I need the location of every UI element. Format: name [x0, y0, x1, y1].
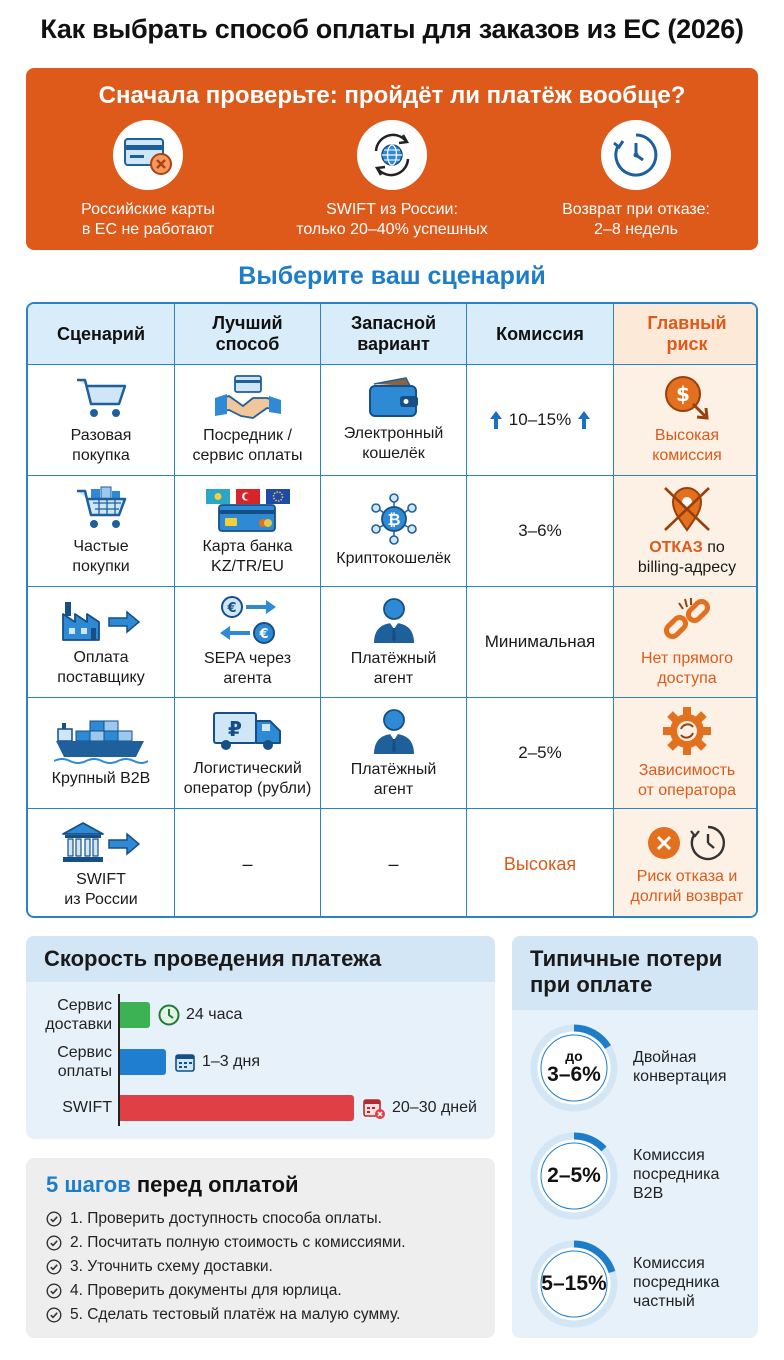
speed-bar-swift	[120, 1095, 354, 1121]
table-row-1-scenario: Разовая покупка	[28, 365, 175, 476]
table-row-5-best: –	[175, 809, 321, 918]
crypto-network-icon	[367, 493, 421, 545]
speed-label-swift: SWIFT	[62, 1099, 112, 1116]
table-row-1-fallback: Электронный кошелёк	[321, 365, 467, 476]
speed-value-payment-service: 1–3 дня	[174, 1049, 260, 1075]
warning-card-refund	[514, 120, 758, 240]
wallet-icon	[366, 376, 422, 420]
steps-heading: 5 шагов перед оплатой	[46, 1172, 299, 1197]
agent-person-icon	[370, 706, 418, 756]
check-circle-icon	[46, 1283, 62, 1299]
table-row-2-risk: ОТКАЗ по billing-адресу	[614, 476, 758, 587]
delivery-truck-ruble-icon	[210, 707, 286, 755]
euro-exchange-icon	[216, 595, 280, 645]
speed-value-swift: 20–30 дней	[362, 1095, 477, 1121]
table-row-2-commission: 3–6%	[467, 476, 614, 587]
page-title: Как выбрать способ оплаты для заказов из ЕС (2026)	[40, 14, 744, 44]
speed-bar-delivery	[120, 1002, 150, 1028]
calendar-icon	[174, 1051, 196, 1073]
table-row-1-risk: $ Высокая комиссия	[614, 365, 758, 476]
table-row-4-fallback: Платёжный агент	[321, 698, 467, 809]
cargo-ship-icon	[54, 717, 148, 765]
payment-speed-panel	[26, 936, 495, 1139]
calendar-alert-icon	[362, 1096, 386, 1120]
header-commission: Комиссия	[467, 304, 614, 365]
x-clock-icon	[642, 823, 732, 863]
list-item: 4. Проверить документы для юрлица.	[46, 1282, 342, 1300]
bank-card-flags-icon	[205, 485, 291, 533]
card-x-icon	[113, 120, 183, 190]
scenario-heading: Выберите ваш сценарий	[238, 262, 546, 290]
broken-chain-icon	[661, 595, 713, 645]
bank-arrow-icon	[59, 820, 143, 866]
loss-item-private	[528, 1238, 752, 1334]
gear-refresh-icon	[661, 705, 713, 757]
table-row-2-best: Карта банка KZ/TR/EU	[175, 476, 321, 587]
svg-text:₽: ₽	[227, 717, 242, 741]
table-row-5-scenario: SWIFT из России	[28, 809, 175, 918]
loss-value: 2–5%	[547, 1164, 601, 1187]
header-scenario: Сценарий	[28, 304, 175, 365]
table-row-2-scenario: Частые покупки	[28, 476, 175, 587]
list-item: 1. Проверить доступность способа оплаты.	[46, 1210, 382, 1228]
table-row-3-commission: Минимальная	[467, 587, 614, 698]
loss-label: Комиссия посредника B2B	[633, 1147, 720, 1202]
banner-heading: Сначала проверьте: пройдёт ли платёж вообще?	[98, 82, 686, 109]
check-circle-icon	[46, 1307, 62, 1323]
table-row-4-scenario: Крупный B2B	[28, 698, 175, 809]
speed-heading: Скорость проведения платежа	[26, 936, 495, 982]
steps-panel	[26, 1158, 495, 1338]
header-best-method: Лучший способ	[175, 304, 321, 365]
speed-value-delivery: 24 часа	[158, 1002, 242, 1028]
speed-label-payment-service: Сервис оплаты	[57, 1044, 112, 1080]
check-circle-icon	[46, 1259, 62, 1275]
scenario-table	[26, 302, 758, 918]
clock-icon	[158, 1004, 180, 1026]
header-main-risk: Главный риск	[614, 304, 758, 365]
location-x-icon	[659, 484, 715, 534]
warning-text: Возврат при отказе: 2–8 недель	[562, 201, 710, 238]
table-row-3-risk: Нет прямого доступа	[614, 587, 758, 698]
loss-value: 5–15%	[541, 1272, 607, 1295]
table-row-4-risk: Зависимость от оператора	[614, 698, 758, 809]
warning-banner	[26, 68, 758, 250]
losses-heading: Типичные потери при оплате	[512, 936, 758, 1010]
handshake-icon	[213, 374, 283, 422]
shopping-cart-full-icon	[73, 485, 129, 533]
table-row-3-scenario: Оплата поставщику	[28, 587, 175, 698]
warning-card-swift	[270, 120, 514, 240]
money-down-icon	[661, 374, 713, 422]
agent-person-icon	[370, 595, 418, 645]
table-row-1-commission: 10–15%	[467, 365, 614, 476]
warning-text: SWIFT из России: только 20–40% успешных	[296, 201, 488, 238]
factory-arrow-icon	[59, 596, 143, 644]
clock-icon	[601, 120, 671, 190]
loss-item-b2b	[528, 1130, 752, 1226]
loss-label: Комиссия посредника частный	[633, 1255, 720, 1310]
table-row-5-fallback: –	[321, 809, 467, 918]
check-circle-icon	[46, 1211, 62, 1227]
check-circle-icon	[46, 1235, 62, 1251]
arrow-up-icon	[577, 410, 591, 430]
svg-text:$: $	[676, 382, 690, 406]
table-row-4-commission: 2–5%	[467, 698, 614, 809]
loss-label: Двойная конвертация	[633, 1049, 727, 1085]
warning-text: Российские карты в ЕС не работают	[81, 201, 215, 238]
shopping-cart-icon	[73, 374, 129, 422]
list-item: 2. Посчитать полную стоимость с комиссиями.	[46, 1234, 406, 1252]
svg-text:€: €	[258, 627, 269, 642]
table-row-1-best: Посредник / сервис оплаты	[175, 365, 321, 476]
list-item: 3. Уточнить схему доставки.	[46, 1258, 273, 1276]
svg-text:₿: ₿	[386, 510, 401, 529]
table-row-3-best: € € SEPA через агента	[175, 587, 321, 698]
header-fallback: Запасной вариант	[321, 304, 467, 365]
table-row-5-risk: Риск отказа и долгий возврат	[614, 809, 758, 918]
loss-value: до 3–6%	[547, 1048, 601, 1086]
table-row-4-best: ₽ Логистический оператор (рубли)	[175, 698, 321, 809]
table-row-5-commission: Высокая	[467, 809, 614, 918]
loss-item-conversion	[528, 1022, 752, 1118]
arrow-up-icon	[489, 410, 503, 430]
table-row-2-fallback: ₿ Криптокошелёк	[321, 476, 467, 587]
speed-bar-payment-service	[120, 1049, 166, 1075]
table-row-3-fallback: Платёжный агент	[321, 587, 467, 698]
warning-card-russian-cards	[26, 120, 270, 240]
speed-label-delivery: Сервис доставки	[45, 997, 112, 1033]
typical-losses-panel	[512, 936, 758, 1338]
svg-text:€: €	[226, 601, 237, 616]
globe-refresh-icon	[357, 120, 427, 190]
list-item: 5. Сделать тестовый платёж на малую сумму.	[46, 1306, 400, 1324]
